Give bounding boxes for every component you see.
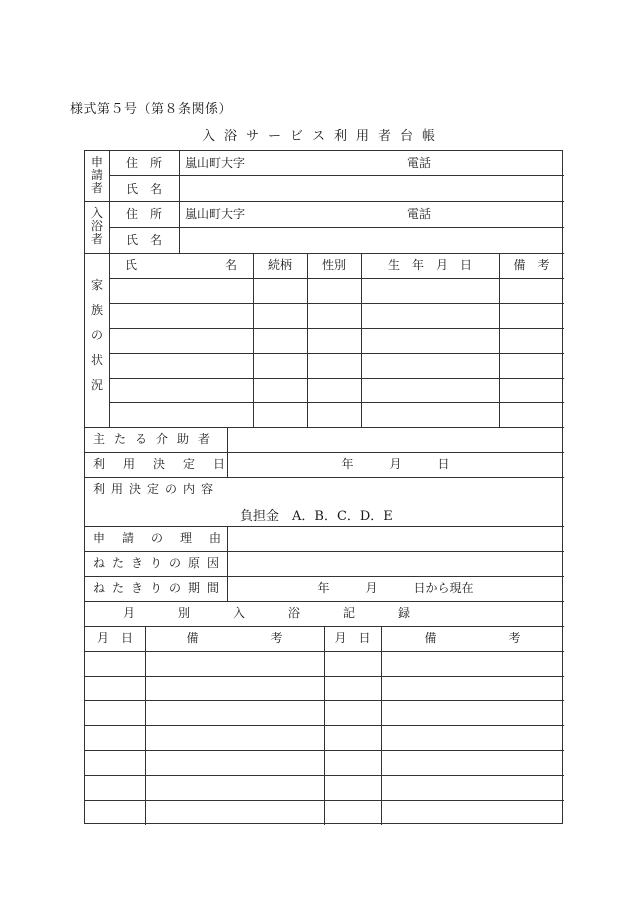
- rule: [85, 601, 564, 602]
- rule: [381, 626, 382, 825]
- bather-phone-label: 電話: [407, 207, 432, 221]
- rule: [361, 253, 362, 427]
- rule: [499, 253, 500, 427]
- applicant-phone-label: 電話: [407, 156, 432, 170]
- rule: [85, 477, 564, 478]
- bather-section-label: 入浴者: [90, 206, 103, 246]
- family-col-remarks: 備 考: [513, 258, 550, 272]
- rule: [109, 175, 564, 176]
- rule: [253, 253, 254, 427]
- rule: [109, 353, 564, 354]
- rule: [109, 303, 564, 304]
- family-col-name-right: 名: [225, 258, 238, 272]
- decision-date-label: 利用決定日: [93, 457, 244, 471]
- rule: [85, 551, 564, 552]
- rule: [85, 201, 564, 202]
- decision-content-label: 利用決定の内容: [93, 482, 220, 496]
- rule: [109, 278, 564, 279]
- rule: [85, 427, 564, 428]
- bedridden-period-value: 年 月 日から現在: [317, 581, 474, 595]
- bedridden-cause-label: ねたきりの原因: [93, 556, 227, 570]
- bather-address-value: 嵐山町大字: [185, 207, 246, 221]
- applicant-address-label: 住 所: [125, 156, 162, 170]
- bath-record-remarks-label-right: 備 考: [424, 631, 521, 645]
- rule: [109, 227, 564, 228]
- applicant-name-label: 氏 名: [125, 182, 162, 196]
- rule: [85, 452, 564, 453]
- document-title: 入浴サービス利用者台帳: [201, 129, 444, 144]
- rule: [85, 253, 564, 254]
- bather-name-label: 氏 名: [125, 233, 162, 247]
- caregiver-label: 主たる介助者: [93, 432, 220, 446]
- family-col-gender: 性別: [321, 258, 346, 272]
- rule: [85, 576, 564, 577]
- family-col-relation: 続柄: [267, 258, 292, 272]
- family-section-label: 家族の状況: [90, 278, 103, 392]
- rule: [85, 526, 564, 527]
- family-col-birth: 生 年 月 日: [387, 258, 472, 272]
- bath-record-heading: 月別入浴記録: [123, 606, 454, 620]
- bath-record-date-label-right: 月 日: [334, 631, 371, 645]
- rule: [145, 626, 146, 825]
- rule: [307, 253, 308, 427]
- decision-date-value: 年 月 日: [341, 457, 450, 471]
- applicant-section-label: 申請者: [90, 155, 103, 195]
- ledger-form: [84, 150, 563, 824]
- applicant-address-value: 嵐山町大字: [185, 156, 246, 170]
- rule: [324, 626, 325, 825]
- rule: [109, 378, 564, 379]
- fee-options: 負担金 A．B．C．D．E: [240, 509, 393, 524]
- bedridden-period-label: ねたきりの期間: [93, 581, 227, 595]
- rule: [109, 328, 564, 329]
- bather-address-label: 住 所: [125, 207, 162, 221]
- bath-record-remarks-label-left: 備 考: [186, 631, 283, 645]
- rule: [109, 402, 564, 403]
- form-reference: 様式第５号（第８条関係）: [70, 102, 233, 117]
- reason-label: 申請の理由: [93, 531, 239, 545]
- family-col-name-left: 氏: [125, 258, 138, 272]
- rule: [179, 151, 180, 253]
- bath-record-date-label-left: 月 日: [96, 631, 133, 645]
